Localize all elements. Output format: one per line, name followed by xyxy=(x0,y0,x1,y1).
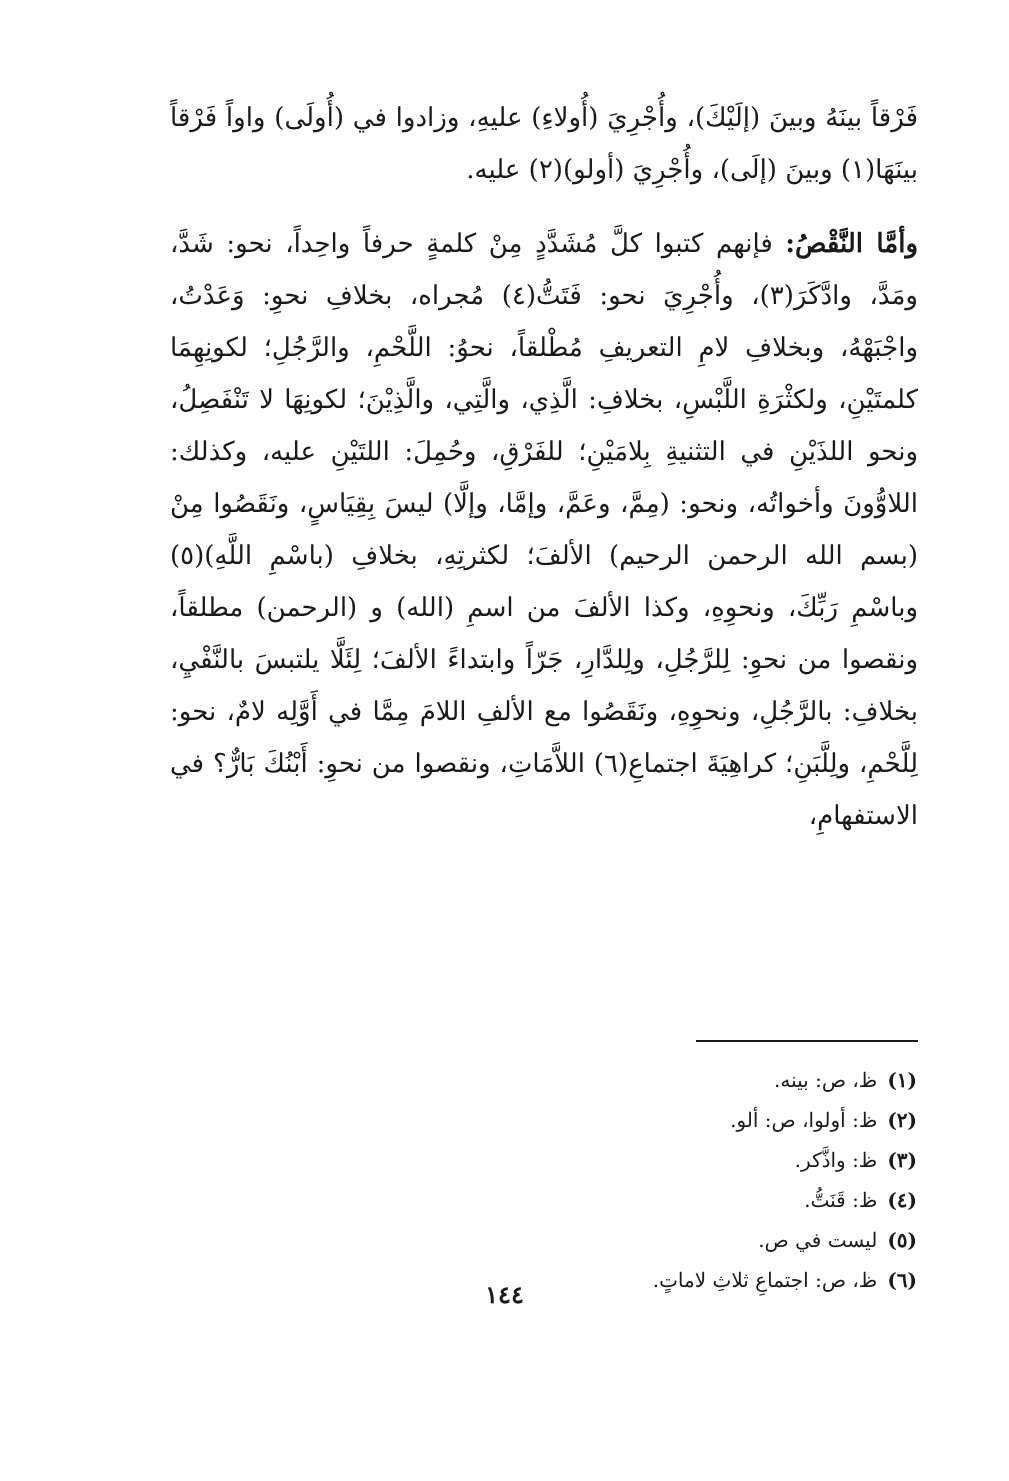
paragraph-1 xyxy=(170,92,918,196)
footnote-divider xyxy=(696,1040,918,1042)
footnote-number: (٣) xyxy=(887,1148,917,1172)
paragraph-1-text: فَرْقاً بينَهُ وبينَ (إلَيْكَ)، وأُجْرِيَ (أُولاءِ) عليهِ، وزادوا في (أُولَى) واواً فَرْقاً بينَهَا(١) وبينَ (إلَى)، وأُجْرِيَ (أولو)(٢) عليه. xyxy=(170,103,918,185)
footnote-item xyxy=(417,1100,917,1140)
paragraph-2-lead: وأمَّا النَّقْصُ: xyxy=(785,229,918,259)
footnote-number: (٥) xyxy=(887,1228,917,1252)
footnote-item xyxy=(417,1060,917,1100)
footnote-text: ليست في ص. xyxy=(758,1228,878,1252)
footnote-item xyxy=(417,1220,917,1260)
main-text xyxy=(170,92,918,842)
footnote-item xyxy=(417,1140,917,1180)
footnote-text: ظ: قَنَتُّ. xyxy=(804,1188,878,1212)
footnote-text: ظ، ص: بينه. xyxy=(774,1068,878,1092)
paragraph-2 xyxy=(170,218,918,842)
footnote-item xyxy=(417,1180,917,1220)
paragraph-2-text: فإنهم كتبوا كلَّ مُشَدَّدٍ مِنْ كلمةٍ حرفاً واحِداً، نحو: شَدَّ، ومَدَّ، وادَّكَرَ(٣)، وأُجْرِيَ نحو: فَتَتُّ(٤) مُجراه، بخلافِ نحوِ: وَعَدْتُ، واجْبَهْهُ، وبخلافِ لامِ التعريفِ مُطْلقاً، نحوُ: اللَّحْمِ، والرَّجُلِ؛ لكونِهِمَا كلمتَيْنِ، ولكثْرَةِ اللَّبْسِ، بخلافِ: الَّذِي، والَّتِي، والَّذِيْنَ؛ لكونِهَا لا تَنْفَصِلُ، ونحو اللذَيْنِ في التثنيةِ بِلامَيْنِ؛ للفَرْقِ، وحُمِلَ: اللتَيْنِ عليه، وكذلك: اللاوُّونَ وأخواتُه، ونحو: (مِمَّ، وعَمَّ، وإمَّا، وإلَّا) ليسَ بِقِيَاسٍ، ونَقَصُوا مِنْ (بسم الله الرحمن الرحيم) الألفَ؛ لكثرتِهِ، بخلافِ (باسْمِ اللَّهِ)(٥) وباسْمِ رَبِّكَ، ونحوِهِ، وكذا الألفَ من اسمِ (الله) و (الرحمن) مطلقاً، ونقصوا من نحوِ: لِلرَّجُلِ، ولِلدَّارِ، جَرّاً وابتداءً الألفَ؛ لِئَلَّا يلتبسَ بالنَّفْيِ، بخلافِ: بالرَّجُلِ، ونحوِهِ، ونَقَصُوا مع الألفِ اللامَ مِمَّا في أَوَّلِه لامٌ، نحو: لِلَّحْمِ، ولِلَّبَنِ؛ كراهِيَةَ اجتماعِ(٦) اللاَّمَاتِ، ونقصوا من نحوِ: أَبْنُكَ بَارٌّ؟ في الاستفهامِ، xyxy=(170,229,918,831)
footnote-number: (٢) xyxy=(887,1108,917,1132)
footnote-number: (١) xyxy=(887,1068,917,1092)
footnote-text: ظ، ص: اجتماعِ ثلاثِ لاماتٍ. xyxy=(652,1268,878,1292)
page-number: ١٤٤ xyxy=(485,1280,524,1309)
footnote-number: (٦) xyxy=(887,1268,917,1292)
footnote-text: ظ: واذَّكر. xyxy=(794,1148,878,1172)
footnotes xyxy=(417,1060,917,1300)
footnote-number: (٤) xyxy=(887,1188,917,1212)
footnote-text: ظ: أولوا، ص: ألو. xyxy=(730,1108,878,1132)
